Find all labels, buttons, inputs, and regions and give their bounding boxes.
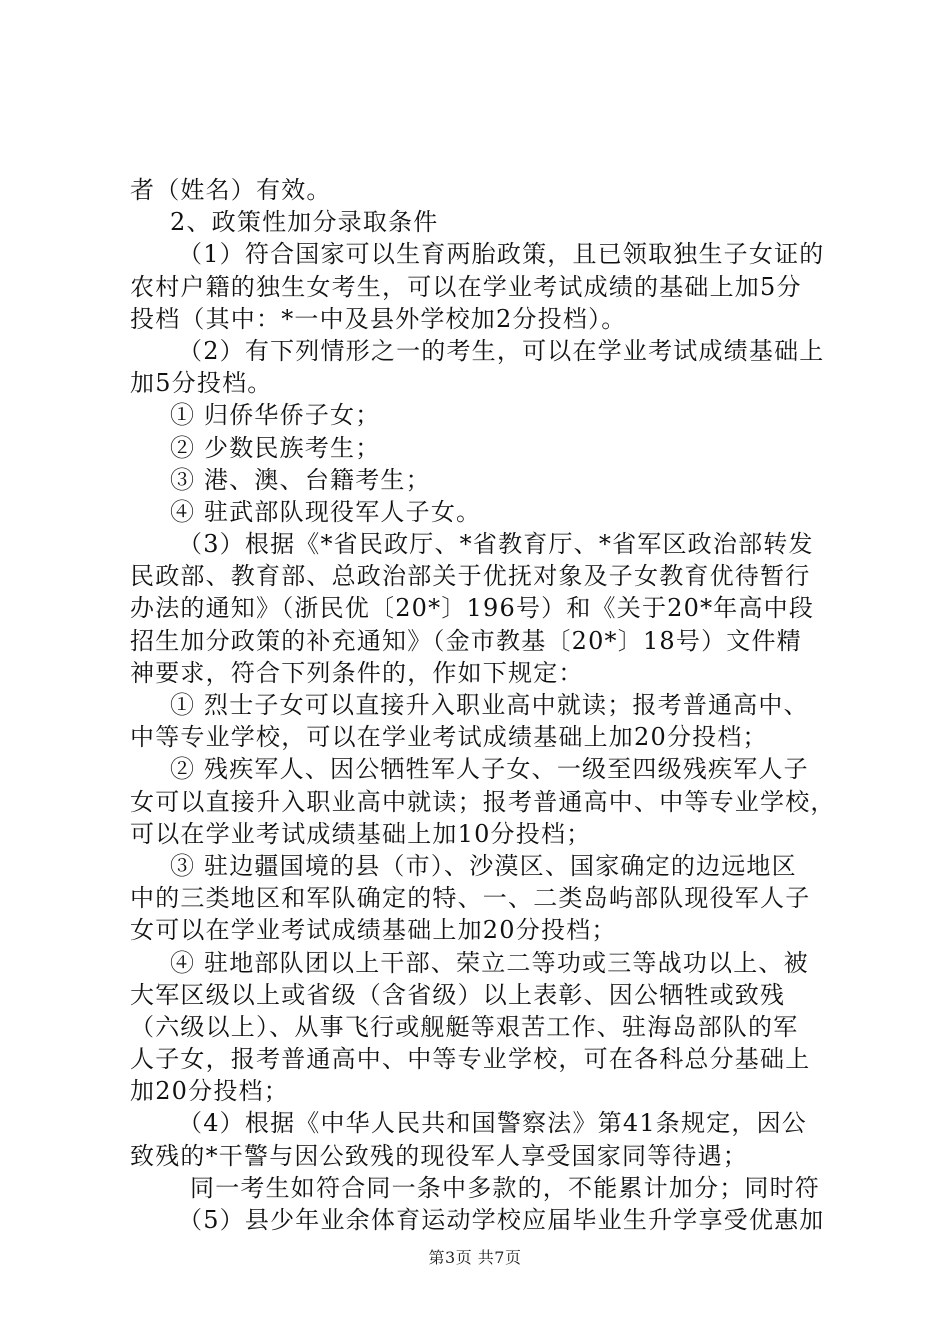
text-line: 神要求，符合下列条件的，作如下规定：: [130, 658, 584, 687]
text-line: （4）根据《中华人民共和国警察法》第41条规定，因公: [178, 1109, 808, 1138]
text-line: ③ 驻边疆国境的县（市）、沙漠区、国家确定的边远地区: [170, 851, 797, 880]
text-line: ④ 驻武部队现役军人子女。: [170, 497, 482, 526]
text-line: 投档（其中：*一中及县外学校加2分投档）。: [130, 304, 627, 333]
text-line: 人子女，报考普通高中、中等专业学校，可在各科总分基础上: [130, 1045, 811, 1074]
text-line: 农村户籍的独生女考生，可以在学业考试成绩的基础上加5分: [130, 272, 802, 301]
text-line: 招生加分政策的补充通知》（金市教基〔20*〕18号）文件精: [130, 626, 802, 655]
text-line: 大军区级以上或省级（含省级）以上表彰、因公牺牲或致残: [130, 980, 786, 1009]
page-footer: 第3页 共7页: [428, 1248, 522, 1267]
text-line: 者（姓名）有效。: [130, 176, 332, 204]
text-line: ③ 港、澳、台籍考生；: [170, 465, 431, 494]
text-line: 女可以在学业考试成绩基础上加20分投档；: [130, 916, 617, 945]
text-line: （1）符合国家可以生育两胎政策，且已领取独生子女证的: [178, 240, 825, 269]
text-line: 民政部、教育部、总政治部关于优抚对象及子女教育优待暂行: [130, 562, 811, 591]
text-line: 办法的通知》（浙民优〔20*〕196号）和《关于20*年高中段: [130, 594, 815, 623]
text-line: （3）根据《*省民政厅、*省教育厅、*省军区政治部转发: [178, 530, 814, 559]
text-line: ② 少数民族考生；: [170, 433, 381, 462]
text-line: （2）有下列情形之一的考生，可以在学业考试成绩基础上: [178, 336, 825, 365]
text-line: 可以在学业考试成绩基础上加10分投档；: [130, 819, 592, 848]
text-line: 女可以直接升入职业高中就读；报考普通高中、中等专业学校，: [130, 787, 836, 816]
text-line: 加20分投档；: [130, 1077, 289, 1106]
text-line: 致残的*干警与因公致残的现役军人享受国家同等待遇；: [130, 1141, 748, 1170]
text-line: 加5分投档。: [130, 369, 273, 398]
text-line: ② 残疾军人、因公牺牲军人子女、一级至四级残疾军人子: [170, 755, 809, 784]
text-line: ① 烈士子女可以直接升入职业高中就读；报考普通高中、: [170, 691, 809, 719]
text-line: 同一考生如符合同一条中多款的，不能累计加分；同时符: [190, 1173, 820, 1202]
text-line: ④ 驻地部队团以上干部、荣立二等功或三等战功以上、被: [170, 948, 809, 977]
text-line: 中等专业学校，可以在学业考试成绩基础上加20分投档；: [130, 723, 768, 752]
text-line: 中的三类地区和军队确定的特、一、二类岛屿部队现役军人子: [130, 884, 811, 913]
text-line: （六级以上）、从事飞行或舰艇等艰苦工作、驻海岛部队的军: [130, 1012, 799, 1041]
text-line: （5）县少年业余体育运动学校应届毕业生升学享受优惠加: [178, 1206, 825, 1234]
text-line: 2、政策性加分录取条件: [170, 208, 439, 237]
text-line: ① 归侨华侨子女；: [170, 401, 381, 430]
document-body: [130, 174, 836, 1236]
